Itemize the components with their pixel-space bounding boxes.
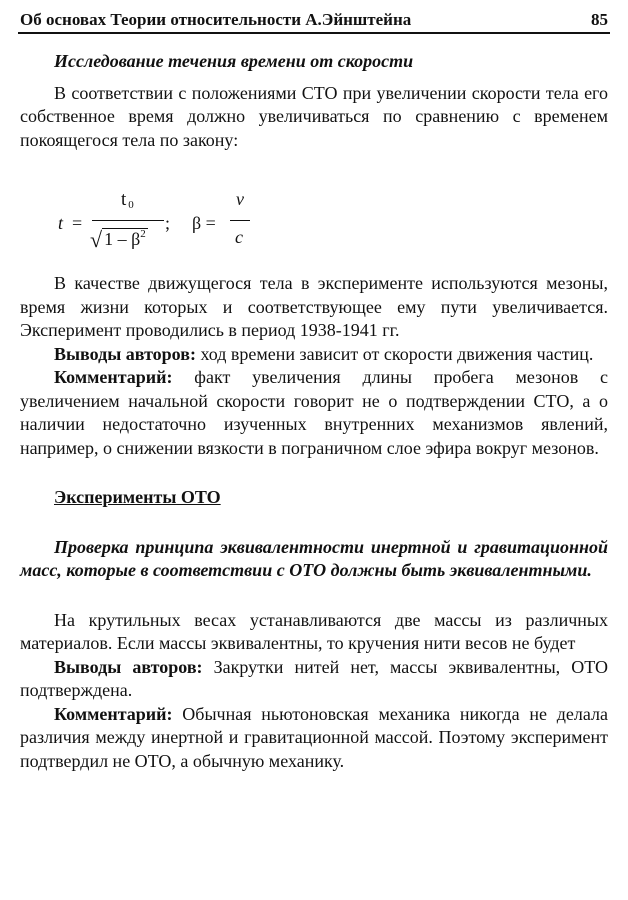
page-header: [18, 10, 610, 34]
comment-label: Комментарий:: [54, 367, 173, 387]
formula-semicolon: ;: [165, 213, 171, 233]
section-subheading: Проверка принципа эквивалентности инертной и гравитационной масс, которые в соответствии с ОТО должны быть эквивалентными.: [20, 536, 608, 580]
fraction-bar: [92, 220, 164, 221]
intro-paragraph: В соответствии с положениями СТО при увеличении скорости тела его собственное время должно увеличиваться по сравнению с временем покоящегося тела по закону:: [20, 82, 608, 150]
torsion-paragraph: На крутильных весах устанавливаются две массы из различных материалов. Если массы эквивалентны, то кручения нити весов не будет: [20, 609, 608, 653]
radicand-text: 1 – β: [104, 229, 141, 249]
numerator-subscript: 0: [128, 199, 134, 211]
page-body: [20, 50, 608, 773]
page-number: 85: [591, 10, 608, 29]
beta-fraction-bar: [230, 220, 250, 221]
conclusion-text: Закрутки нитей нет, массы эквивалентны, ОТО подтверждена.: [20, 656, 608, 700]
comment-text: Обычная ньютоновская механика никогда не делала различия между инертной и гравитационной массой. Поэтому эксперимент подтвердил не ОТО, а обычную механику.: [20, 703, 608, 771]
comment-text: факт увеличения длины пробега мезонов с увеличением начальной скорости говорит не о подтверждении СТО, а о наличии недостаточно изученных внутренних механизмов явлений, например, о снижении вязкости в пограничном слое эфира вокруг мезонов.: [20, 367, 608, 458]
experiment-paragraph: В качестве движущегося тела в эксперименте используются мезоны, время жизни которых и соответствующее ему пути увеличивается. Эксперимент проводились в период 1938-1941 гг.: [20, 273, 608, 340]
running-title: Об основах Теории относительности А.Эйнштейна: [20, 10, 412, 29]
conclusion-text: ход времени зависит от скорости движения частиц.: [195, 343, 594, 364]
section-heading: Исследование течения времени от скорости: [54, 51, 414, 71]
beta-denominator: c: [235, 227, 243, 247]
time-dilation-formula: [20, 160, 608, 266]
formula-t: t: [58, 213, 64, 233]
comment-paragraph-2: [20, 703, 608, 774]
formula-denominator: [90, 226, 148, 255]
formula-equals: =: [72, 213, 83, 233]
formula-numerator: [121, 188, 132, 215]
beta-numerator: v: [236, 189, 244, 209]
sqrt-icon: √: [90, 227, 103, 252]
numerator-t: t: [121, 189, 127, 210]
formula-fraction: [90, 188, 164, 258]
formula-beta: β =: [192, 213, 216, 233]
beta-fraction: [230, 188, 254, 258]
conclusion-paragraph: [20, 343, 608, 367]
radicand-exponent: 2: [140, 228, 146, 240]
conclusion-label: Выводы авторов:: [54, 656, 203, 677]
conclusion-label: Выводы авторов:: [54, 343, 196, 364]
section-heading-oto: Эксперименты ОТО: [54, 487, 221, 507]
conclusion-paragraph-2: [20, 656, 608, 703]
sqrt-radicand: [102, 228, 148, 249]
comment-paragraph: [20, 366, 608, 460]
comment-label: Комментарий:: [54, 703, 173, 724]
